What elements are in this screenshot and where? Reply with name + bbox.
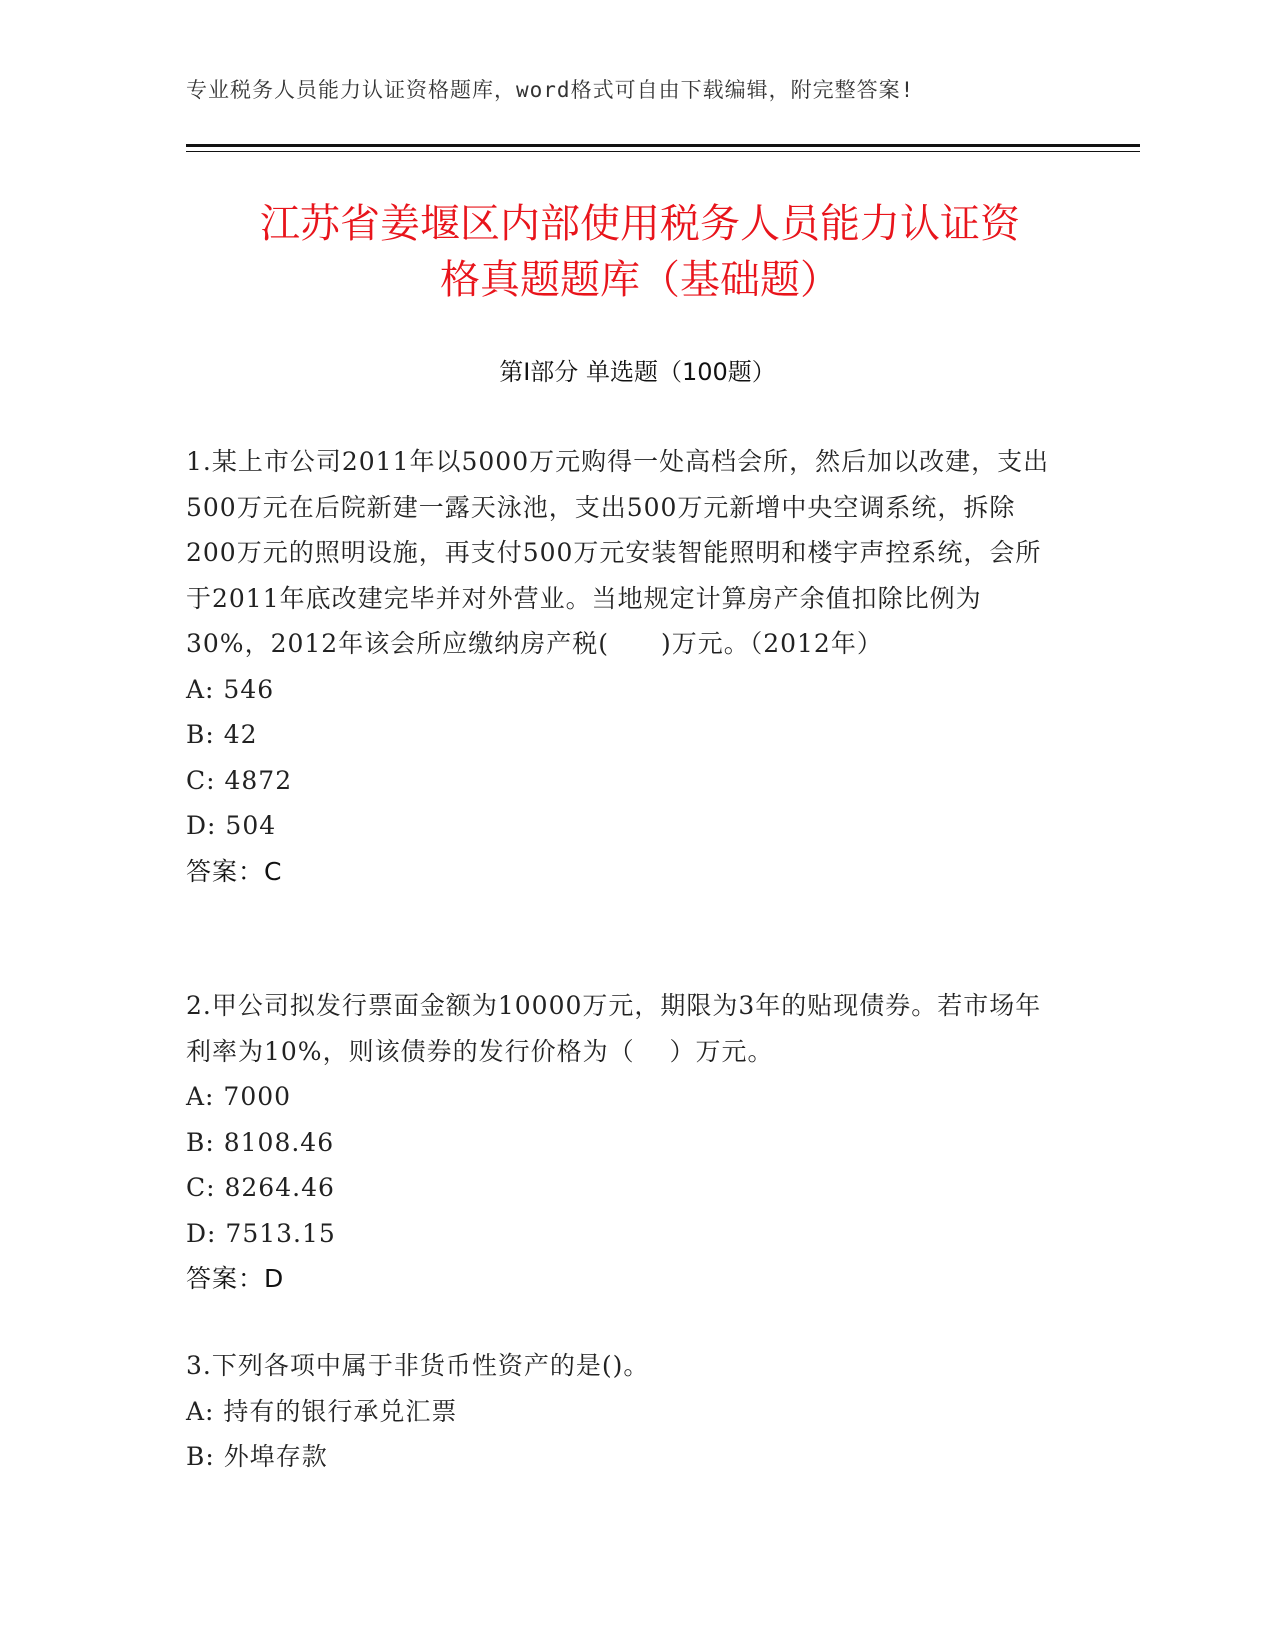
section-heading: 第Ⅰ部分 单选题（100题） bbox=[499, 358, 776, 386]
question-stem: 1.某上市公司2011年以5000万元购得一处高档会所，然后加以改建，支出500万元在后院新建一露天泳池，支出500万元新增中央空调系统，拆除200万元的照明设施，再支付500万元安装智能照明和楼宇声控系统，会所于2011年底改建完毕并对外营业。当地规定计算房产余值扣除比例为30%，2012年该会所应缴纳房产税( )万元。（2012年） bbox=[186, 447, 1050, 658]
option-b: B: 外埠存款 bbox=[186, 1442, 328, 1471]
header-rule-thin bbox=[186, 151, 1140, 152]
option-b: B: 8108.46 bbox=[186, 1127, 335, 1157]
option-a: A: 持有的银行承兑汇票 bbox=[186, 1396, 458, 1426]
header-rule-thick bbox=[186, 144, 1140, 147]
question-stem: 2.甲公司拟发行票面金额为10000万元，期限为3年的贴现债券。若市场年利率为10%，则该债券的发行价格为（ ）万元。 bbox=[186, 991, 1042, 1066]
option-b: B: 42 bbox=[186, 720, 258, 749]
header-note: 专业税务人员能力认证资格题库，word格式可自由下载编辑，附完整答案! bbox=[186, 78, 915, 102]
answer: 答案：D bbox=[186, 1264, 285, 1293]
document-title-line-2: 格真题题库（基础题） bbox=[440, 257, 840, 303]
option-a: A: 546 bbox=[186, 674, 275, 704]
question-3 bbox=[186, 1343, 1066, 1480]
document-title bbox=[160, 196, 1120, 308]
option-d: D: 7513.15 bbox=[186, 1218, 336, 1248]
option-d: D: 504 bbox=[186, 811, 277, 840]
option-c: C: 8264.46 bbox=[186, 1173, 335, 1202]
answer: 答案：C bbox=[186, 856, 283, 886]
question-1 bbox=[186, 439, 1066, 894]
question-2 bbox=[186, 983, 1066, 1302]
question-stem: 3.下列各项中属于非货币性资产的是()。 bbox=[186, 1351, 650, 1380]
document-title-line-1: 江苏省姜堰区内部使用税务人员能力认证资 bbox=[260, 201, 1020, 247]
option-a: A: 7000 bbox=[186, 1082, 292, 1111]
option-c: C: 4872 bbox=[186, 765, 293, 795]
